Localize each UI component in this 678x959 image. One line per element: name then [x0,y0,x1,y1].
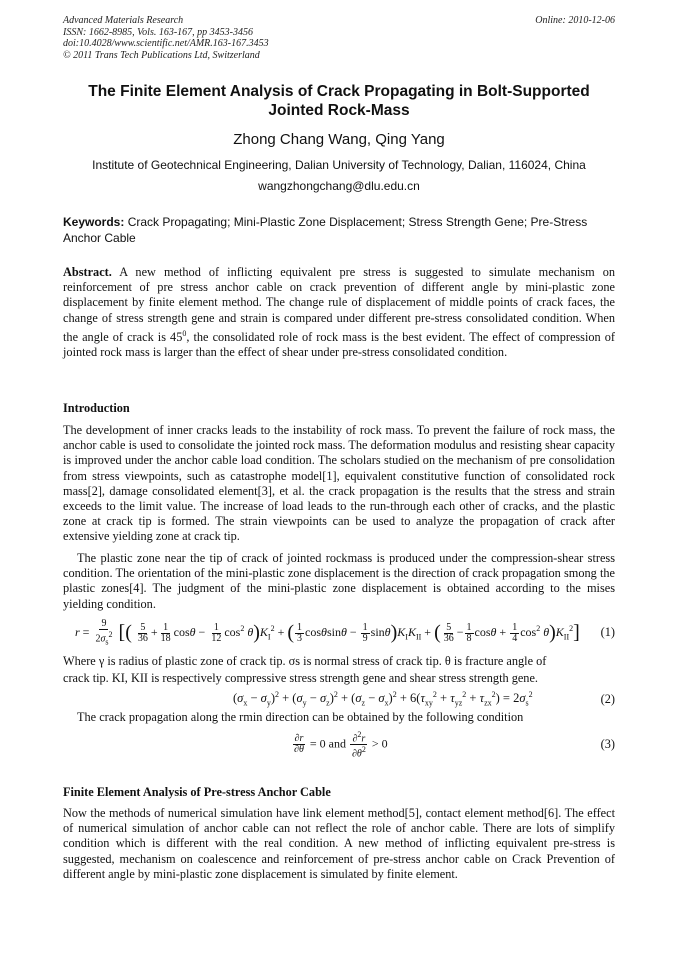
equation-3-number: (3) [600,737,615,751]
affiliation: Institute of Geotechnical Engineering, Dalian University of Technology, Dalian, 116024, China [92,158,586,172]
paper-title [40,82,638,120]
equation-2-body: $(\sigma_x - \sigma_y)^2 + (\sigma_y - \sigma_z)^2 + (\sigma_z - \sigma_x)^2 + 6(\tau_{xy}^2 + \tau_{yz}^2 + \tau_{zx}^2) = 2\sigma_s^2$ [233,690,533,708]
copyright-line: © 2011 Trans Tech Publications Ltd, Switzerland [63,49,260,61]
equation-1-number: (1) [600,625,615,639]
keywords-label: Keywords: [63,215,125,229]
issn-line: ISSN: 1662-8985, Vols. 163-167, pp 3453-3456 [63,26,253,38]
fea-heading: Finite Element Analysis of Pre-stress Anchor Cable [63,785,331,799]
where-line-2: crack tip. KI, KII is respectively compressive stress strength gene and shear stress strength gene. [63,671,538,685]
keywords [63,214,615,246]
online-date: Online: 2010-12-06 [535,15,615,26]
authors: Zhong Chang Wang, Qing Yang [233,131,445,148]
journal-header [63,15,269,61]
keywords-text: Crack Propagating; Mini-Plastic Zone Displacement; Stress Strength Gene; Pre-Stress Anchor Cable [63,215,588,245]
abstract-text-a: A new method of inflicting equivalent pre stress is suggested to simulate mechanism on reinforcement of pre stress anchor cable on crack prevention of different angle by mini-plastic zone displacement by finite element method. The change rule of displacement of middle points of crack faces, the change of stress strength gene and strain is compared under different pre-stress consolidated condition. When the angle of crack is 45 [63,265,615,344]
equation-1-body: r = $\frac{9}{2\sigma_s^2}$ [( $\frac{5}{36}$ + $\frac{1}{18}$ cosθ − $\frac{1}{12}$ $\cos^2 \theta)K_I^2$ + ( $\frac{1}{3}$ cosθsinθ − $\frac{1}{9}$ $\sin\theta)K_IK_{II}$ + ( $\frac{5}{36}$ − $\frac{1}{8}$ cosθ + $\frac{1}{4}$ $\cos^2 \theta)K_{II}^2$] [75,618,580,647]
introduction-heading: Introduction [63,401,130,415]
abstract-label: Abstract. [63,265,112,279]
abstract-degree-sup: 0 [182,328,187,338]
fea-paragraph-1: Now the methods of numerical simulation have link element method[5], contact element method[6]. The effect of numerical simulation of anchor cable can not reflect the role of anchor cable. There are lots of simplify condition which is different with the real condition. A new method of inflicting equivalent pre-stress is suggested, mechanism on coalescence and reinforcement of pre-stress anchor cable on Crack Prevention of different angle by mini-plastic zone displacement is simulated by finite element. [63,806,615,881]
equation-3 [63,728,615,762]
abstract [63,265,615,360]
intro-paragraph-1: The development of inner cracks leads to the instability of rock mass. To prevent the failure of rock mass, the anchor cable is used to consolidate the jointed rock mass. The deformation modulus and resisting shear capacity is improved under the anchor cable load condition. The scholars studied on the mechanism of pre consolidation from stress viewpoints, such as catastrophe model[1], equivalent constitutive function of consolidated rock mass[2], damage consolidated element[3], et al. the crack propagation is the results that the stress and strain exceeds to the limit value. The increase of load leads to the run-through each other of cracks, and the plastic zone at crack tip is formed. The strain viewpoints can be used to analyze the propagation of crack after extensive yielding zone at crack tip. [63,423,615,544]
equation-2 [63,688,615,710]
where-line-1: Where γ is radius of plastic zone of crack tip. σs is normal stress of crack tip. θ is fracture angle of [63,654,547,668]
equation-2-number: (2) [600,692,615,706]
author-email[interactable]: wangzhongchang@dlu.edu.cn [258,179,420,193]
title-line-2: Jointed Rock-Mass [268,102,410,119]
equation-3-body: $\frac{\partial r}{\partial\theta}$ = 0 and $\frac{\partial^2r}{\partial\theta^2}$ > 0 [294,730,388,760]
doi-line[interactable]: doi:10.4028/www.scientific.net/AMR.163-167.3453 [63,38,269,50]
equation-1 [63,617,615,651]
eq3-intro-line: The crack propagation along the rmin direction can be obtained by the following condition [77,710,524,724]
journal-name: Advanced Materials Research [63,15,184,26]
title-line-1: The Finite Element Analysis of Crack Propagating in Bolt-Supported [88,83,590,100]
intro-paragraph-2: The plastic zone near the tip of crack of jointed rockmass is produced under the compression-shear stress condition. The orientation of the mini-plastic zone displacement is the direction of crack propagation smong the plastic zones[4]. The judgment of the mini-plastic zone displacement is obtained according to the mises yielding condition. [63,551,615,611]
abstract-text-b: , the consolidated role of rock mass is the best evident. The effect of compression of jointed rock mass is larger than the effect of shear under pre-stress consolidated condition. [63,329,615,360]
